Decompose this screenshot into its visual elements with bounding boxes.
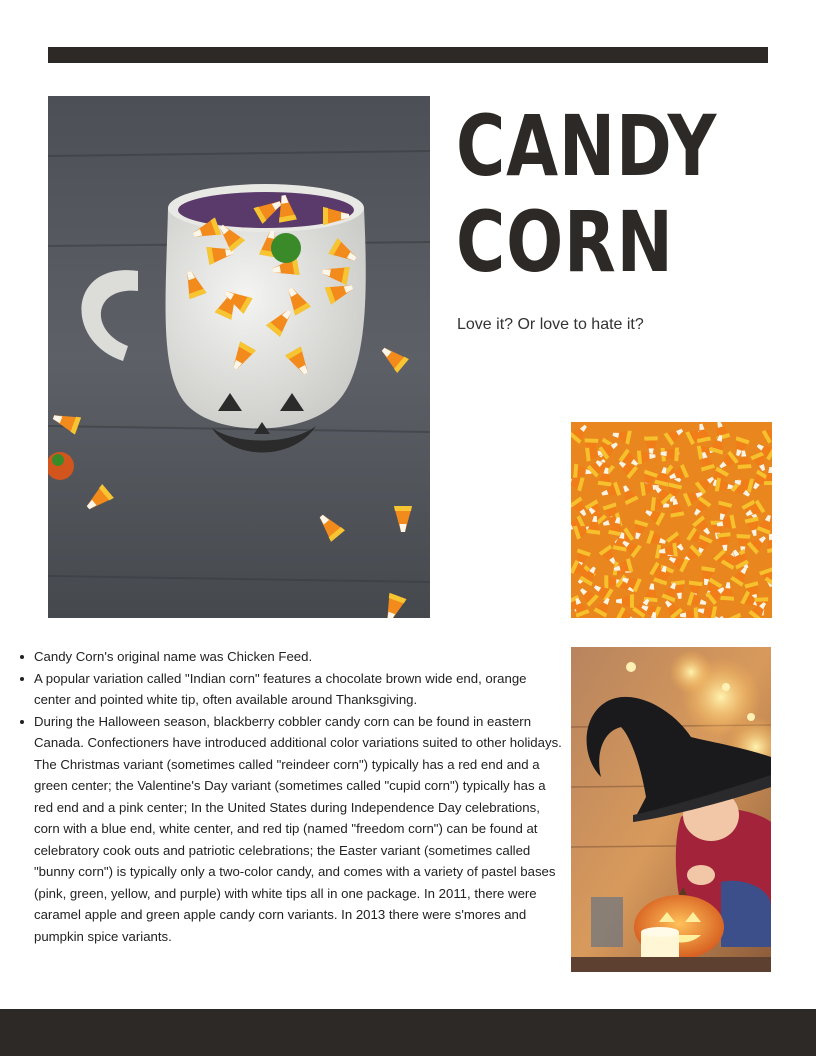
title-line-corn: CORN [456,193,674,291]
witch-child-photo [571,647,771,972]
candy-corn-pile-photo [571,422,772,618]
candy-corn-mug-photo [48,96,430,618]
facts-list [34,646,564,947]
fact-item: During the Halloween season, blackberry cobbler candy corn can be found in eastern Canada. Confectioners have introduced additional color variations suited to other holidays. The Christmas variant (sometimes called "reindeer corn") typically has a red end and a green center; the Valentine's Day variant (sometimes called "cupid corn") typically has a red end and a pink center; In the United States during Independence Day celebrations, corn with a blue end, white center, and red tip (named "freedom corn") can be found at celebratory cook outs and patriotic celebrations; the Easter variant (sometimes called "bunny corn") is typically only a two-color candy, and comes with a variety of pastel bases (pink, green, yellow, and purple) with white tips all in one package. In 2011, there were caramel apple and green apple candy corn variants. In 2013 there were s'mores and pumpkin spice variants. [34,711,564,948]
subtitle: Love it? Or love to hate it? [457,316,644,333]
top-divider-bar [48,47,768,63]
title-line-candy: CANDY [456,97,718,195]
fact-item: A popular variation called "Indian corn" features a chocolate brown wide end, orange center and pointed white tip, often available around Thanksgiving. [34,668,564,711]
fact-item: Candy Corn's original name was Chicken Feed. [34,646,564,668]
bottom-footer-bar [0,1009,816,1056]
page-title [456,98,717,290]
